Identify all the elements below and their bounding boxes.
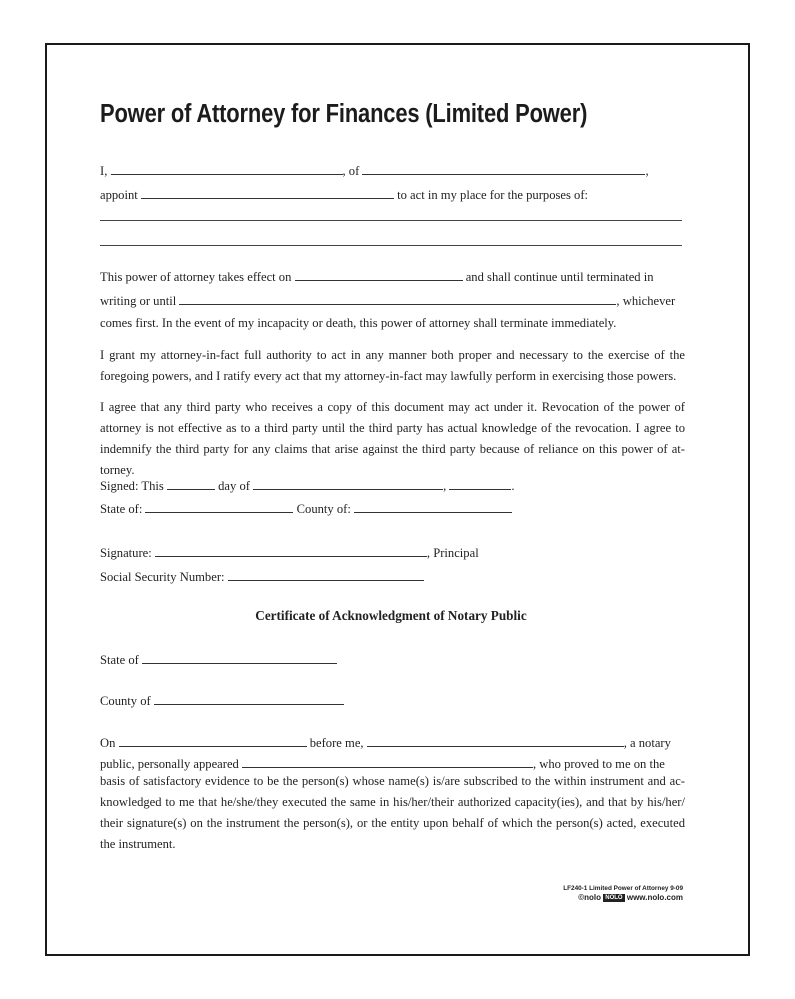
- writing-line: [100, 292, 675, 309]
- purposes-field-1[interactable]: [100, 220, 682, 221]
- state-county-line: [100, 500, 512, 517]
- notary-state-line: [100, 651, 337, 668]
- notary-county-label: County of: [100, 694, 151, 708]
- appoint-label: appoint: [100, 188, 138, 202]
- state-field[interactable]: [145, 500, 293, 513]
- county-label: County of:: [296, 502, 351, 516]
- state-label: State of:: [100, 502, 143, 516]
- comma-label: ,: [645, 164, 649, 178]
- purposes-label: to act in my place for the purposes of:: [397, 188, 589, 202]
- day-of-label: day of: [218, 479, 250, 493]
- document-footer: [563, 885, 683, 903]
- notary-state-field[interactable]: [142, 651, 337, 664]
- ssn-line: [100, 568, 424, 585]
- signed-year-field[interactable]: [449, 477, 511, 490]
- purposes-field-2[interactable]: [100, 245, 682, 246]
- principal-name-field[interactable]: [111, 162, 343, 175]
- notary-state-label: State of: [100, 653, 139, 667]
- appoint-line: [100, 186, 588, 203]
- proved-label: , who proved to me on the: [532, 757, 665, 771]
- on-label: On: [100, 736, 116, 750]
- on-line: [100, 734, 671, 751]
- county-field[interactable]: [354, 500, 512, 513]
- effect-line: [100, 268, 654, 285]
- signature-label: Signature:: [100, 546, 152, 560]
- ssn-label: Social Security Number:: [100, 570, 225, 584]
- notary-county-field[interactable]: [154, 692, 344, 705]
- certificate-heading: Certificate of Acknowledgment of Notary Public: [255, 608, 527, 623]
- principal-signature-field[interactable]: [155, 544, 427, 557]
- document-title: Power of Attorney for Finances (Limited Power): [100, 100, 588, 128]
- third-party-paragraph: I agree that any third party who receives a copy of this document may act under it. Revocation of the power of attorney is not effective as to a third party until the third party has actual knowledge of the revocation. I agree to indemnify the third party for any claims that arise against the third party because of reliance on this power of at-torney.: [100, 400, 685, 477]
- footer-brand-line: [563, 893, 683, 903]
- principal-address-field[interactable]: [362, 162, 645, 175]
- website-link[interactable]: www.nolo.com: [626, 893, 683, 902]
- public-line: [100, 755, 665, 772]
- i-label: I,: [100, 164, 108, 178]
- whichever-label: , whichever: [616, 294, 676, 308]
- principal-line: [100, 162, 649, 179]
- signed-line: [100, 477, 515, 494]
- copyright-text: ©nolo: [578, 893, 602, 902]
- ssn-field[interactable]: [228, 568, 424, 581]
- form-id-text: LF240-1 Limited Power of Attorney 9-09: [563, 885, 683, 892]
- grant-paragraph: I grant my attorney-in-fact full authority to act in any manner both proper and necessary to the exercise of the foregoing powers, and I ratify every act that my attorney-in-fact may lawfully perform in exercising those powers.: [100, 348, 685, 383]
- effect-label: This power of attorney takes effect on: [100, 270, 292, 284]
- writing-label: writing or until: [100, 294, 177, 308]
- signed-period: .: [511, 479, 515, 493]
- signed-month-field[interactable]: [253, 477, 443, 490]
- notary-county-line: [100, 692, 344, 709]
- notary-name-field[interactable]: [367, 734, 624, 747]
- comes-first-text: comes first. In the event of my incapacity or death, this power of attorney shall terminate immediately.: [100, 316, 617, 330]
- principal-label: , Principal: [426, 546, 479, 560]
- signed-comma: ,: [443, 479, 447, 493]
- attorney-name-field[interactable]: [141, 186, 394, 199]
- public-label: public, personally appeared: [100, 757, 239, 771]
- appeared-name-field[interactable]: [242, 755, 533, 768]
- termination-date-field[interactable]: [179, 292, 616, 305]
- notary-date-field[interactable]: [119, 734, 307, 747]
- a-notary-label: , a notary: [623, 736, 671, 750]
- continue-label: and shall continue until terminated in: [465, 270, 654, 284]
- signed-day-field[interactable]: [167, 477, 215, 490]
- signed-label: Signed: This: [100, 479, 164, 493]
- effective-date-field[interactable]: [295, 268, 463, 281]
- nolo-logo: NOLO: [605, 895, 623, 901]
- before-me-label: before me,: [309, 736, 364, 750]
- signature-line: [100, 544, 479, 561]
- of-label: , of: [342, 164, 360, 178]
- notary-paragraph: basis of satisfactory evidence to be the person(s) whose name(s) is/are subscribed to the within instrument and ac-knowledged to me that he/she/they executed the same in his/her/their authorized capacity(ies), and that by his/her/ their signature(s) on the instrument the person(s), or the entity upon behalf of which the person(s) acted, executed the instrument.: [100, 774, 685, 851]
